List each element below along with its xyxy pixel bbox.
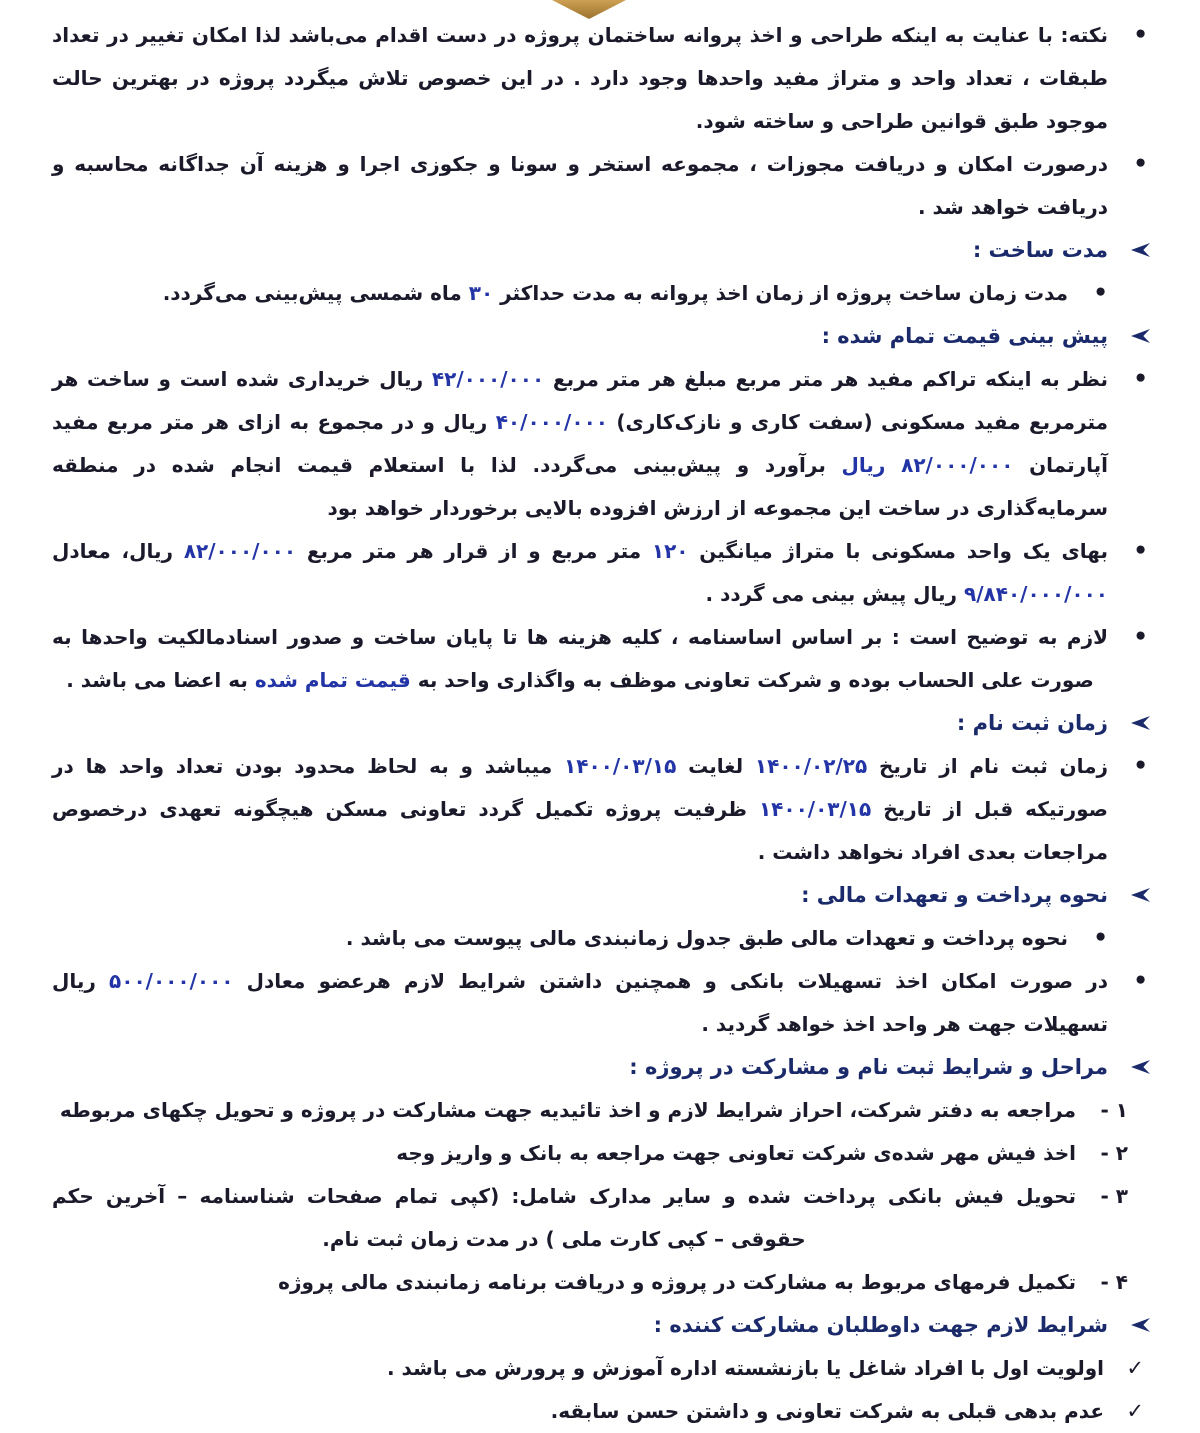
list-item: [52, 616, 1148, 702]
item-text: درصورت امکان و دریافت مجوزات ، مجموعه استخر و سونا و جکوزی اجرا و هزینه آن جداگانه محاسبه و دریافت خواهد شد .: [52, 152, 1108, 219]
item-text: عدم بدهی قبلی به شرکت تعاونی و داشتن حسن سابقه.: [550, 1399, 1104, 1423]
highlighted-value: ۵۰۰/۰۰۰/۰۰۰: [109, 969, 234, 993]
item-text: بهای یک واحد مسکونی با متراژ میانگین ۱۲۰ متر مربع و از قرار هر متر مربع ۸۲/۰۰۰/۰۰۰ ریال، معادل ۹/۸۴۰/۰۰۰/۰۰۰ ریال پیش بینی می گردد .: [52, 539, 1109, 606]
list-item: [52, 1261, 1128, 1304]
section-heading: [52, 1046, 1150, 1089]
section-heading: [52, 702, 1150, 745]
arrow-icon: [1131, 888, 1150, 902]
item-text: اولویت اول با افراد شاغل یا بازنشسته اداره آموزش و پرورش می باشد .: [386, 1356, 1104, 1380]
list-item: [52, 745, 1148, 874]
bullet-icon: •: [1133, 753, 1148, 779]
list-item: [52, 272, 1108, 315]
arrow-icon: [1108, 229, 1150, 272]
item-text: نحوه پرداخت و تعهدات مالی طبق جدول زمانبندی مالی پیوست می باشد .: [345, 926, 1068, 950]
highlighted-value: ۸۲/۰۰۰/۰۰۰: [183, 539, 297, 563]
highlighted-value: ۳۰: [468, 281, 494, 305]
item-text: اخذ فیش مهر شده‌ی شرکت تعاونی جهت مراجعه به بانک و واریز وجه: [396, 1141, 1076, 1165]
item-number: ۱ -: [1100, 1098, 1128, 1122]
check-icon: ✓: [1126, 1356, 1144, 1380]
highlighted-value: ۸۲/۰۰۰/۰۰۰ ریال: [841, 453, 1014, 477]
highlighted-value: ۱۴۰۰/۰۳/۱۵: [758, 797, 872, 821]
section-heading: [52, 1304, 1150, 1347]
bullet-icon: •: [1093, 925, 1108, 951]
list-item: [52, 1089, 1128, 1132]
arrow-icon: [1108, 1046, 1150, 1089]
bullet-icon: •: [1133, 22, 1148, 48]
list-item: [52, 960, 1148, 1046]
highlighted-value: قیمت تمام شده: [254, 668, 411, 692]
bullet-icon: •: [1133, 366, 1148, 392]
list-item: [52, 917, 1108, 960]
highlighted-value: ۴۲/۰۰۰/۰۰۰: [431, 367, 545, 391]
list-item: [52, 1390, 1144, 1433]
item-text: در صورت امکان اخذ تسهیلات بانکی و همچنین داشتن شرایط لازم هرعضو معادل ۵۰۰/۰۰۰/۰۰۰ ریال تسهیلات جهت هر واحد اخذ خواهد گردید .: [52, 969, 1108, 1036]
list-item: [52, 1132, 1128, 1175]
highlighted-value: ۱۲۰: [651, 539, 689, 563]
bullet-icon: •: [1133, 968, 1148, 994]
list-item: [52, 530, 1148, 616]
item-number: ۲ -: [1100, 1141, 1128, 1165]
heading-text: مراحل و شرایط ثبت نام و مشارکت در پروژه :: [629, 1055, 1108, 1079]
heading-text: مدت ساخت :: [972, 238, 1108, 262]
arrow-icon: [1108, 1304, 1150, 1347]
bullet-icon: •: [1133, 624, 1148, 650]
list-item: [52, 143, 1148, 229]
item-text: لازم به توضیح است : بر اساس اساسنامه ، کلیه هزینه ها تا پایان ساخت و صدور اسنادمالکیت واحدها به صورت علی الحساب بوده و شرکت تعاونی موظف به واگذاری واحد به قیمت تمام شده به اعضا می باشد .: [52, 625, 1108, 692]
bullet-icon: •: [1093, 280, 1108, 306]
check-icon: ✓: [1126, 1399, 1144, 1423]
section-heading: [52, 874, 1150, 917]
highlighted-value: ۴۰/۰۰۰/۰۰۰: [495, 410, 608, 434]
item-text: تکمیل فرمهای مربوط به مشارکت در پروژه و دریافت برنامه زمانبندی مالی پروژه: [278, 1270, 1076, 1294]
bullet-icon: •: [1133, 538, 1148, 564]
item-text: تحویل فیش بانکی پرداخت شده و سایر مدارک شامل: (کپی تمام صفحات شناسنامه – آخرین حکم حقوقی – کپی کارت ملی ) در مدت زمان ثبت نام.: [52, 1184, 1076, 1251]
highlighted-value: ۱۴۰۰/۰۲/۲۵: [754, 754, 868, 778]
item-text: مراجعه به دفتر شرکت، احراز شرایط لازم و اخذ تائیدیه جهت مشارکت در پروژه و تحویل چکهای مربوطه: [59, 1098, 1076, 1122]
heading-text: شرایط لازم جهت داوطلبان مشارکت کننده :: [653, 1313, 1108, 1337]
list-item: [52, 358, 1148, 530]
item-text: زمان ثبت نام از تاریخ ۱۴۰۰/۰۲/۲۵ لغایت ۱۴۰۰/۰۳/۱۵ میباشد و به لحاظ محدود بودن تعداد واحد ها در صورتیکه قبل از تاریخ ۱۴۰۰/۰۳/۱۵ ظرفیت پروژه تکمیل گردد تعاونی مسکن هیچگونه تعهدی درخصوص مراجعات بعدی افراد نخواهد داشت .: [52, 754, 1109, 864]
list-item: [52, 14, 1148, 143]
heading-text: نحوه پرداخت و تعهدات مالی :: [801, 883, 1108, 907]
highlighted-value: ۹/۸۴۰/۰۰۰/۰۰۰: [964, 582, 1108, 606]
list-item: [52, 1347, 1144, 1390]
list-item: [52, 1175, 1128, 1261]
arrow-icon: [1131, 329, 1150, 343]
item-number: ۴ -: [1100, 1270, 1128, 1294]
heading-text: پیش بینی قیمت تمام شده :: [821, 324, 1108, 348]
item-text: نظر به اینکه تراکم مفید هر متر مربع مبلغ هر متر مربع ۴۲/۰۰۰/۰۰۰ ریال خریداری شده است و ساخت هر مترمربع مفید مسکونی (سفت کاری و نازک‌کاری) ۴۰/۰۰۰/۰۰۰ ریال و در مجموع به ازای هر متر مربع مفید آپارتمان ۸۲/۰۰۰/۰۰۰ ریال برآورد و پیش‌بینی می‌گردد. لذا با استعلام قیمت انجام شده در منطقه سرمایه‌گذاری در ساخت این مجموعه از ارزش افزوده بالایی برخوردار خواهد بود: [52, 367, 1108, 520]
arrow-icon: [1131, 1060, 1150, 1074]
heading-text: زمان ثبت نام :: [956, 711, 1108, 735]
section-heading: [52, 229, 1150, 272]
arrow-icon: [1131, 243, 1150, 257]
arrow-icon: [1131, 716, 1150, 730]
item-number: ۳ -: [1100, 1184, 1128, 1208]
item-text: نکته: با عنایت به اینکه طراحی و اخذ پروانه ساختمان پروژه در دست اقدام می‌باشد لذا امکان تغییر در تعداد طبقات ، تعداد واحد و متراژ مفید واحدها وجود دارد . در این خصوص تلاش میگردد پروژه در بهترین حالت موجود طبق قوانین طراحی و ساخته شود.: [52, 23, 1108, 133]
highlighted-value: ۱۴۰۰/۰۳/۱۵: [564, 754, 677, 778]
section-heading: [52, 315, 1150, 358]
bullet-icon: •: [1133, 151, 1148, 177]
arrow-icon: [1108, 315, 1150, 358]
arrow-icon: [1108, 702, 1150, 745]
item-text: مدت زمان ساخت پروژه از زمان اخذ پروانه به مدت حداکثر ۳۰ ماه شمسی پیش‌بینی می‌گردد.: [162, 281, 1068, 305]
arrow-icon: [1108, 874, 1150, 917]
arrow-icon: [1131, 1318, 1150, 1332]
